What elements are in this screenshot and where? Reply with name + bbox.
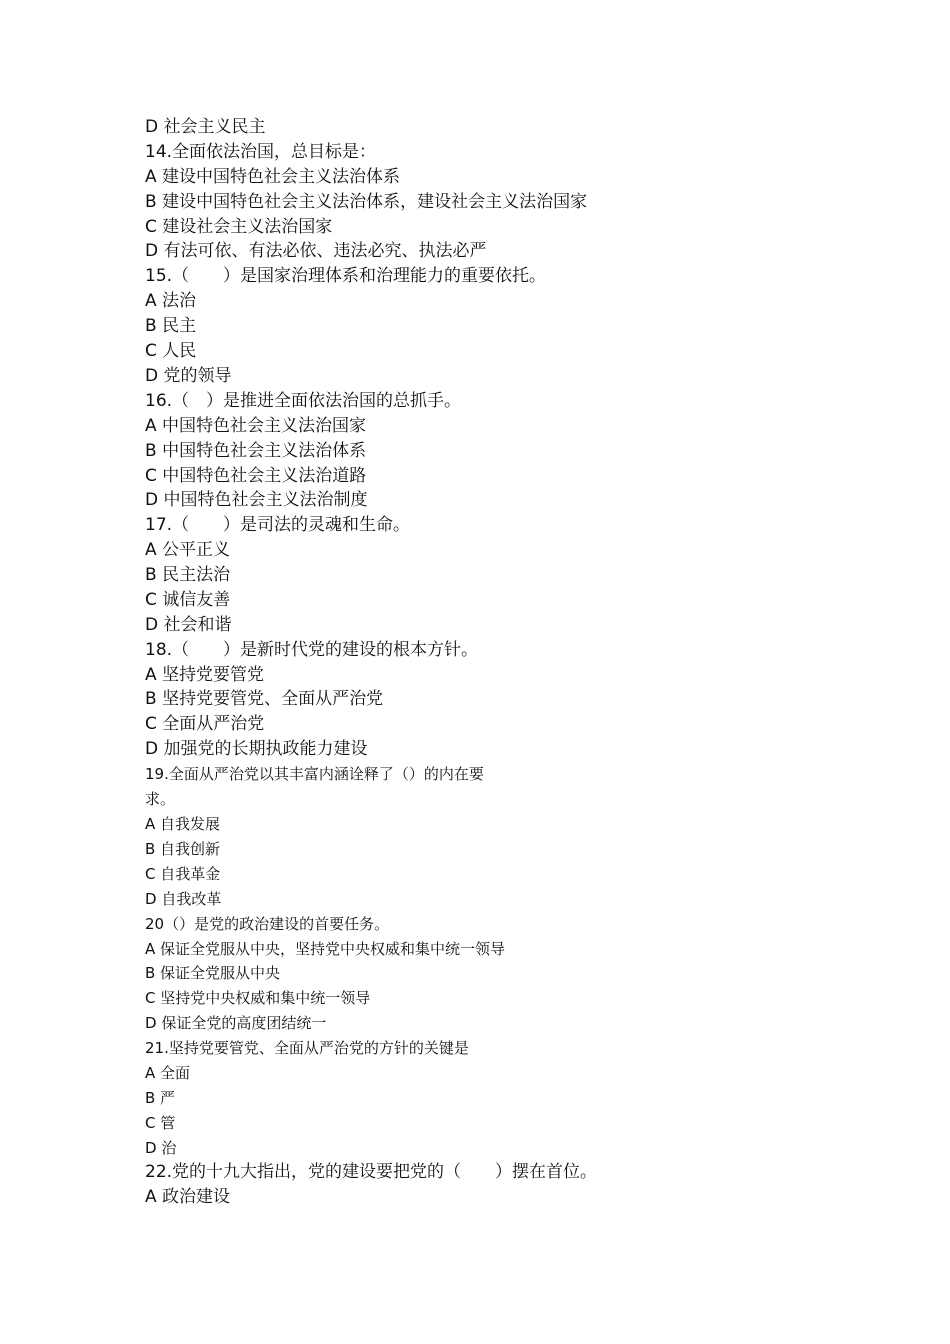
option-line: C 中国特色社会主义法治道路 (145, 466, 367, 486)
option-line: D 有法可依、有法必依、违法必究、执法必严 (145, 241, 487, 261)
option-line: D 社会主义民主 (145, 117, 266, 137)
option-line: C 全面从严治党 (145, 714, 265, 734)
option-line: D 党的领导 (145, 366, 232, 386)
option-line: B 自我创新 (145, 840, 221, 858)
option-line: A 自我发展 (145, 815, 221, 833)
option-line: B 民主 (145, 316, 197, 336)
option-line: D 保证全党的高度团结统一 (145, 1014, 327, 1032)
question-17: 17.（ ）是司法的灵魂和生命。 (145, 515, 411, 535)
option-line: C 自我革金 (145, 865, 221, 883)
option-line: A 法治 (145, 291, 197, 311)
option-line: A 保证全党服从中央，坚持党中央权威和集中统一领导 (145, 940, 506, 958)
option-line: D 加强党的长期执政能力建设 (145, 739, 368, 759)
option-line: C 管 (145, 1114, 176, 1132)
option-line: B 坚持党要管党、全面从严治党 (145, 689, 384, 709)
option-line: B 建设中国特色社会主义法治体系，建设社会主义法治国家 (145, 192, 588, 212)
question-22: 22.党的十九大指出，党的建设要把党的（ ）摆在首位。 (145, 1162, 598, 1182)
question-16: 16.（ ）是推进全面依法治国的总抓手。 (145, 391, 462, 411)
option-line: B 中国特色社会主义法治体系 (145, 441, 367, 461)
option-line: B 民主法治 (145, 565, 231, 585)
option-line: B 严 (145, 1089, 176, 1107)
option-line: C 人民 (145, 341, 197, 361)
option-line: A 中国特色社会主义法治国家 (145, 416, 367, 436)
option-line: A 建设中国特色社会主义法治体系 (145, 167, 401, 187)
question-19-continuation: 求。 (145, 790, 176, 808)
option-line: D 社会和谐 (145, 615, 232, 635)
option-line: A 公平正义 (145, 540, 231, 560)
option-line: D 治 (145, 1139, 177, 1157)
question-15: 15.（ ）是国家治理体系和治理能力的重要依托。 (145, 266, 547, 286)
option-line: B 保证全党服从中央 (145, 964, 281, 982)
option-line: A 政治建设 (145, 1187, 231, 1207)
option-line: A 全面 (145, 1064, 191, 1082)
question-18: 18.（ ）是新时代党的建设的根本方针。 (145, 640, 479, 660)
option-line: D 中国特色社会主义法治制度 (145, 490, 368, 510)
option-line: D 自我改革 (145, 890, 222, 908)
option-line: A 坚持党要管党 (145, 665, 265, 685)
option-line: C 坚持党中央权威和集中统一领导 (145, 989, 371, 1007)
question-14: 14.全面依法治国，总目标是： (145, 142, 377, 162)
option-line: C 诚信友善 (145, 590, 231, 610)
question-20: 20（）是党的政治建设的首要任务。 (145, 915, 390, 933)
question-21: 21.坚持党要管党、全面从严治党的方针的关键是 (145, 1039, 469, 1057)
option-line: C 建设社会主义法治国家 (145, 217, 333, 237)
question-19: 19.全面从严治党以其丰富内涵诠释了（）的内在要 (145, 765, 484, 783)
